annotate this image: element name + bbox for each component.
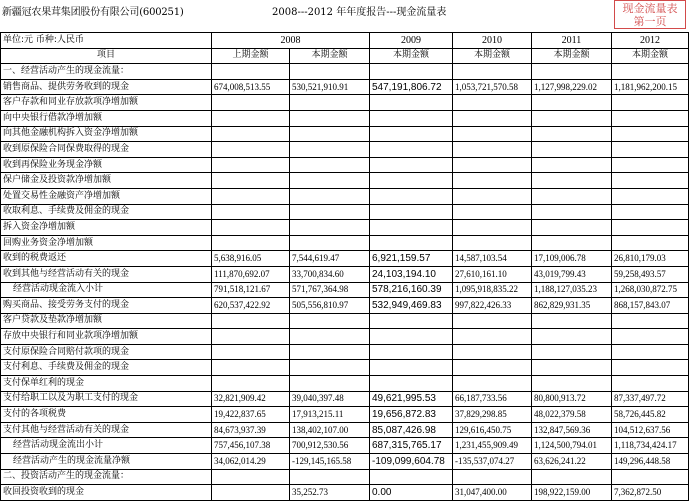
row-label: 支付原保险合同赔付款项的现金 — [1, 344, 212, 360]
table-row — [1, 344, 689, 360]
table-row — [1, 173, 689, 189]
company-name: 新疆冠农果茸集团股份有限公司(600251) — [2, 7, 184, 18]
amount-cell: 132,847,569.36 — [532, 422, 612, 438]
amount-cell — [212, 329, 290, 345]
amount-cell — [532, 204, 612, 220]
amount-cell — [532, 110, 612, 126]
amount-cell: 59,258,493.57 — [612, 266, 689, 282]
row-label: 向中央银行借款净增加额 — [1, 110, 212, 126]
amount-cell — [370, 469, 453, 485]
amount-cell — [532, 64, 612, 80]
row-label: 支付利息、手续费及佣金的现金 — [1, 360, 212, 376]
row-label: 经营活动现金流入小计 — [1, 282, 212, 298]
amount-cell — [612, 469, 689, 485]
amount-cell — [453, 157, 532, 173]
amount-cell: 48,022,379.58 — [532, 407, 612, 423]
amount-cell: 532,949,469.83 — [370, 298, 453, 314]
amount-cell — [290, 204, 370, 220]
table-row — [1, 454, 689, 470]
row-label: 一、经营活动产生的现金流量： — [1, 64, 212, 80]
stamp-line-1: 现金流量表 — [622, 2, 678, 15]
amount-cell: 17,109,006.78 — [532, 251, 612, 267]
amount-cell: 700,912,530.56 — [290, 438, 370, 454]
amount-cell — [212, 188, 290, 204]
amount-cell: 1,118,734,424.17 — [612, 438, 689, 454]
col-header: 本期金额 — [453, 48, 532, 64]
table-row — [1, 251, 689, 267]
amount-cell: 7,544,619.47 — [290, 251, 370, 267]
amount-cell — [453, 235, 532, 251]
row-label: 客户贷款及垫款净增加额 — [1, 313, 212, 329]
row-label: 收到再保险业务现金净额 — [1, 157, 212, 173]
amount-cell — [612, 204, 689, 220]
amount-cell: 620,537,422.92 — [212, 298, 290, 314]
amount-cell — [290, 329, 370, 345]
amount-cell — [612, 95, 689, 111]
amount-cell: -109,099,604.78 — [370, 454, 453, 470]
amount-cell: 17,913,215.11 — [290, 407, 370, 423]
amount-cell: 149,296,448.58 — [612, 454, 689, 470]
amount-cell — [212, 235, 290, 251]
table-row — [1, 95, 689, 111]
row-label: 支付给职工以及为职工支付的现金 — [1, 391, 212, 407]
col-header: 上期金额 — [212, 48, 290, 64]
row-label: 支付保单红利的现金 — [1, 376, 212, 392]
row-label: 客户存款和同业存放款项净增加额 — [1, 95, 212, 111]
amount-cell: 63,626,241.22 — [532, 454, 612, 470]
table-row — [1, 157, 689, 173]
year-2012: 2012 — [612, 33, 689, 49]
amount-cell — [212, 204, 290, 220]
col-header: 本期金额 — [290, 48, 370, 64]
amount-cell — [532, 235, 612, 251]
amount-cell — [612, 126, 689, 142]
table-row — [1, 142, 689, 158]
amount-cell: 868,157,843.07 — [612, 298, 689, 314]
amount-cell — [212, 142, 290, 158]
amount-cell — [612, 360, 689, 376]
amount-cell — [212, 95, 290, 111]
table-row — [1, 313, 689, 329]
year-2010: 2010 — [453, 33, 532, 49]
amount-cell — [453, 204, 532, 220]
amount-cell — [612, 157, 689, 173]
amount-cell — [453, 188, 532, 204]
amount-cell — [612, 142, 689, 158]
amount-cell: 43,019,799.43 — [532, 266, 612, 282]
amount-cell: 66,187,733.56 — [453, 391, 532, 407]
amount-cell: 1,095,918,835.22 — [453, 282, 532, 298]
amount-cell: 58,726,445.82 — [612, 407, 689, 423]
amount-cell: 1,188,127,035.23 — [532, 282, 612, 298]
table-row — [1, 235, 689, 251]
amount-cell — [453, 126, 532, 142]
amount-cell — [212, 344, 290, 360]
amount-cell: 757,456,107.38 — [212, 438, 290, 454]
amount-cell: 111,870,692.07 — [212, 266, 290, 282]
amount-cell — [212, 360, 290, 376]
amount-cell: 571,767,364.98 — [290, 282, 370, 298]
col-header: 本期金额 — [370, 48, 453, 64]
amount-cell: 84,673,937.39 — [212, 422, 290, 438]
table-row — [1, 329, 689, 345]
row-label: 购买商品、接受劳务支付的现金 — [1, 298, 212, 314]
row-label: 向其他金融机构拆入资金净增加额 — [1, 126, 212, 142]
table-row — [1, 422, 689, 438]
amount-cell: 39,040,397.48 — [290, 391, 370, 407]
amount-cell: 14,587,103.54 — [453, 251, 532, 267]
amount-cell: 791,518,121.67 — [212, 282, 290, 298]
amount-cell — [612, 376, 689, 392]
amount-cell: 7,362,872.50 — [612, 485, 689, 501]
amount-cell: 505,556,810.97 — [290, 298, 370, 314]
amount-cell — [290, 220, 370, 236]
amount-cell — [453, 360, 532, 376]
amount-cell — [212, 126, 290, 142]
table-row — [1, 438, 689, 454]
amount-cell: 19,422,837.65 — [212, 407, 290, 423]
amount-cell: 198,922,159.00 — [532, 485, 612, 501]
amount-cell: 26,810,179.03 — [612, 251, 689, 267]
amount-cell: 31,047,400.00 — [453, 485, 532, 501]
table-row — [1, 376, 689, 392]
row-label: 收到其他与经营活动有关的现金 — [1, 266, 212, 282]
table-row — [1, 266, 689, 282]
amount-cell — [290, 95, 370, 111]
amount-cell: 1,268,030,872.75 — [612, 282, 689, 298]
row-label: 收取利息、手续费及佣金的现金 — [1, 204, 212, 220]
amount-cell: 1,181,962,200.15 — [612, 79, 689, 95]
row-label: 支付的各项税费 — [1, 407, 212, 423]
amount-cell: 19,656,872.83 — [370, 407, 453, 423]
amount-cell — [453, 110, 532, 126]
amount-cell — [532, 126, 612, 142]
amount-cell — [532, 157, 612, 173]
amount-cell — [532, 376, 612, 392]
amount-cell — [612, 173, 689, 189]
year-2011: 2011 — [532, 33, 612, 49]
amount-cell — [453, 95, 532, 111]
table-row — [1, 110, 689, 126]
amount-cell: -129,145,165.58 — [290, 454, 370, 470]
amount-cell — [290, 126, 370, 142]
amount-cell — [212, 64, 290, 80]
amount-cell — [370, 110, 453, 126]
amount-cell — [370, 173, 453, 189]
amount-cell — [212, 485, 290, 501]
amount-cell — [453, 64, 532, 80]
amount-cell — [612, 235, 689, 251]
row-label: 保户储金及投资款净增加额 — [1, 173, 212, 189]
amount-cell: 578,216,160.39 — [370, 282, 453, 298]
amount-cell: 104,512,637.56 — [612, 422, 689, 438]
amount-cell — [370, 376, 453, 392]
amount-cell — [212, 376, 290, 392]
table-row — [1, 64, 689, 80]
amount-cell — [212, 313, 290, 329]
year-header-row — [1, 33, 689, 49]
column-header-row — [1, 48, 689, 64]
row-label: 收到原保险合同保费取得的现金 — [1, 142, 212, 158]
amount-cell — [612, 64, 689, 80]
table-row — [1, 188, 689, 204]
amount-cell — [290, 313, 370, 329]
amount-cell: 6,921,159.57 — [370, 251, 453, 267]
amount-cell — [532, 220, 612, 236]
table-row — [1, 360, 689, 376]
amount-cell: 5,638,916.05 — [212, 251, 290, 267]
amount-cell — [212, 469, 290, 485]
amount-cell: 1,127,998,229.02 — [532, 79, 612, 95]
amount-cell — [290, 64, 370, 80]
table-row — [1, 204, 689, 220]
row-label: 收回投资收到的现金 — [1, 485, 212, 501]
amount-cell — [370, 235, 453, 251]
amount-cell — [290, 344, 370, 360]
amount-cell: 862,829,931.35 — [532, 298, 612, 314]
table-row — [1, 407, 689, 423]
amount-cell — [612, 220, 689, 236]
amount-cell — [290, 157, 370, 173]
amount-cell — [370, 95, 453, 111]
amount-cell — [370, 360, 453, 376]
amount-cell — [370, 126, 453, 142]
amount-cell — [532, 95, 612, 111]
col-header: 本期金额 — [612, 48, 689, 64]
table-row — [1, 485, 689, 501]
amount-cell — [370, 329, 453, 345]
stamp-line-2: 第一页 — [633, 15, 667, 28]
amount-cell: 547,191,806.72 — [370, 79, 453, 95]
page-stamp — [614, 0, 686, 29]
amount-cell — [453, 376, 532, 392]
amount-cell — [370, 344, 453, 360]
amount-cell — [370, 142, 453, 158]
amount-cell — [370, 157, 453, 173]
amount-cell — [212, 157, 290, 173]
amount-cell — [612, 344, 689, 360]
amount-cell: 0.00 — [370, 485, 453, 501]
amount-cell: 138,402,107.00 — [290, 422, 370, 438]
row-label: 拆入资金净增加额 — [1, 220, 212, 236]
amount-cell — [290, 360, 370, 376]
amount-cell — [370, 220, 453, 236]
amount-cell: 35,252.73 — [290, 485, 370, 501]
amount-cell: 32,821,909.42 — [212, 391, 290, 407]
amount-cell — [532, 313, 612, 329]
table-row — [1, 126, 689, 142]
row-label: 经营活动产生的现金流量净额 — [1, 454, 212, 470]
amount-cell — [453, 344, 532, 360]
amount-cell — [532, 469, 612, 485]
table-row — [1, 469, 689, 485]
amount-cell — [612, 313, 689, 329]
amount-cell: 34,062,014.29 — [212, 454, 290, 470]
amount-cell: 1,053,721,570.58 — [453, 79, 532, 95]
table-row — [1, 298, 689, 314]
amount-cell — [290, 188, 370, 204]
amount-cell: 530,521,910.91 — [290, 79, 370, 95]
amount-cell — [453, 329, 532, 345]
amount-cell — [532, 344, 612, 360]
amount-cell: 87,337,497.72 — [612, 391, 689, 407]
report-title: 2008---2012 年年度报告---现金流量表 — [272, 7, 447, 18]
amount-cell — [453, 469, 532, 485]
amount-cell: 129,616,450.75 — [453, 422, 532, 438]
amount-cell — [212, 110, 290, 126]
item-header: 项目 — [1, 48, 212, 64]
year-2009: 2009 — [370, 33, 453, 49]
amount-cell: 687,315,765.17 — [370, 438, 453, 454]
table-row — [1, 282, 689, 298]
amount-cell — [370, 64, 453, 80]
amount-cell — [290, 110, 370, 126]
row-label: 二、投资活动产生的现金流量： — [1, 469, 212, 485]
amount-cell: 49,621,995.53 — [370, 391, 453, 407]
report-header — [0, 0, 689, 32]
year-2008: 2008 — [212, 33, 370, 49]
amount-cell — [612, 329, 689, 345]
row-label: 销售商品、提供劳务收到的现金 — [1, 79, 212, 95]
table-row — [1, 391, 689, 407]
amount-cell — [453, 220, 532, 236]
col-header: 本期金额 — [532, 48, 612, 64]
amount-cell — [532, 173, 612, 189]
amount-cell: 674,008,513.55 — [212, 79, 290, 95]
row-label: 存放中央银行和同业款项净增加额 — [1, 329, 212, 345]
amount-cell — [370, 204, 453, 220]
amount-cell — [453, 313, 532, 329]
amount-cell: 85,087,426.98 — [370, 422, 453, 438]
amount-cell: 80,800,913.72 — [532, 391, 612, 407]
row-label: 经营活动现金流出小计 — [1, 438, 212, 454]
amount-cell — [212, 173, 290, 189]
amount-cell: 997,822,426.33 — [453, 298, 532, 314]
amount-cell — [532, 142, 612, 158]
amount-cell: 1,124,500,794.01 — [532, 438, 612, 454]
amount-cell — [532, 329, 612, 345]
cash-flow-table — [0, 32, 689, 501]
amount-cell — [532, 188, 612, 204]
row-label: 处置交易性金融资产净增加额 — [1, 188, 212, 204]
row-label: 回购业务资金净增加额 — [1, 235, 212, 251]
amount-cell — [532, 360, 612, 376]
amount-cell: 33,700,834.60 — [290, 266, 370, 282]
amount-cell — [212, 220, 290, 236]
amount-cell — [612, 188, 689, 204]
amount-cell — [453, 173, 532, 189]
table-row — [1, 79, 689, 95]
amount-cell — [290, 142, 370, 158]
amount-cell — [453, 142, 532, 158]
amount-cell — [290, 173, 370, 189]
amount-cell: 24,103,194.10 — [370, 266, 453, 282]
amount-cell — [612, 110, 689, 126]
amount-cell: 27,610,161.10 — [453, 266, 532, 282]
amount-cell: -135,537,074.27 — [453, 454, 532, 470]
amount-cell — [290, 235, 370, 251]
amount-cell — [290, 376, 370, 392]
row-label: 支付其他与经营活动有关的现金 — [1, 422, 212, 438]
row-label: 收到的税费返还 — [1, 251, 212, 267]
amount-cell: 37,829,298.85 — [453, 407, 532, 423]
amount-cell — [370, 188, 453, 204]
amount-cell — [370, 313, 453, 329]
table-row — [1, 220, 689, 236]
amount-cell: 1,231,455,909.49 — [453, 438, 532, 454]
amount-cell — [290, 469, 370, 485]
unit-label: 单位:元 币种:人民币 — [1, 33, 212, 49]
